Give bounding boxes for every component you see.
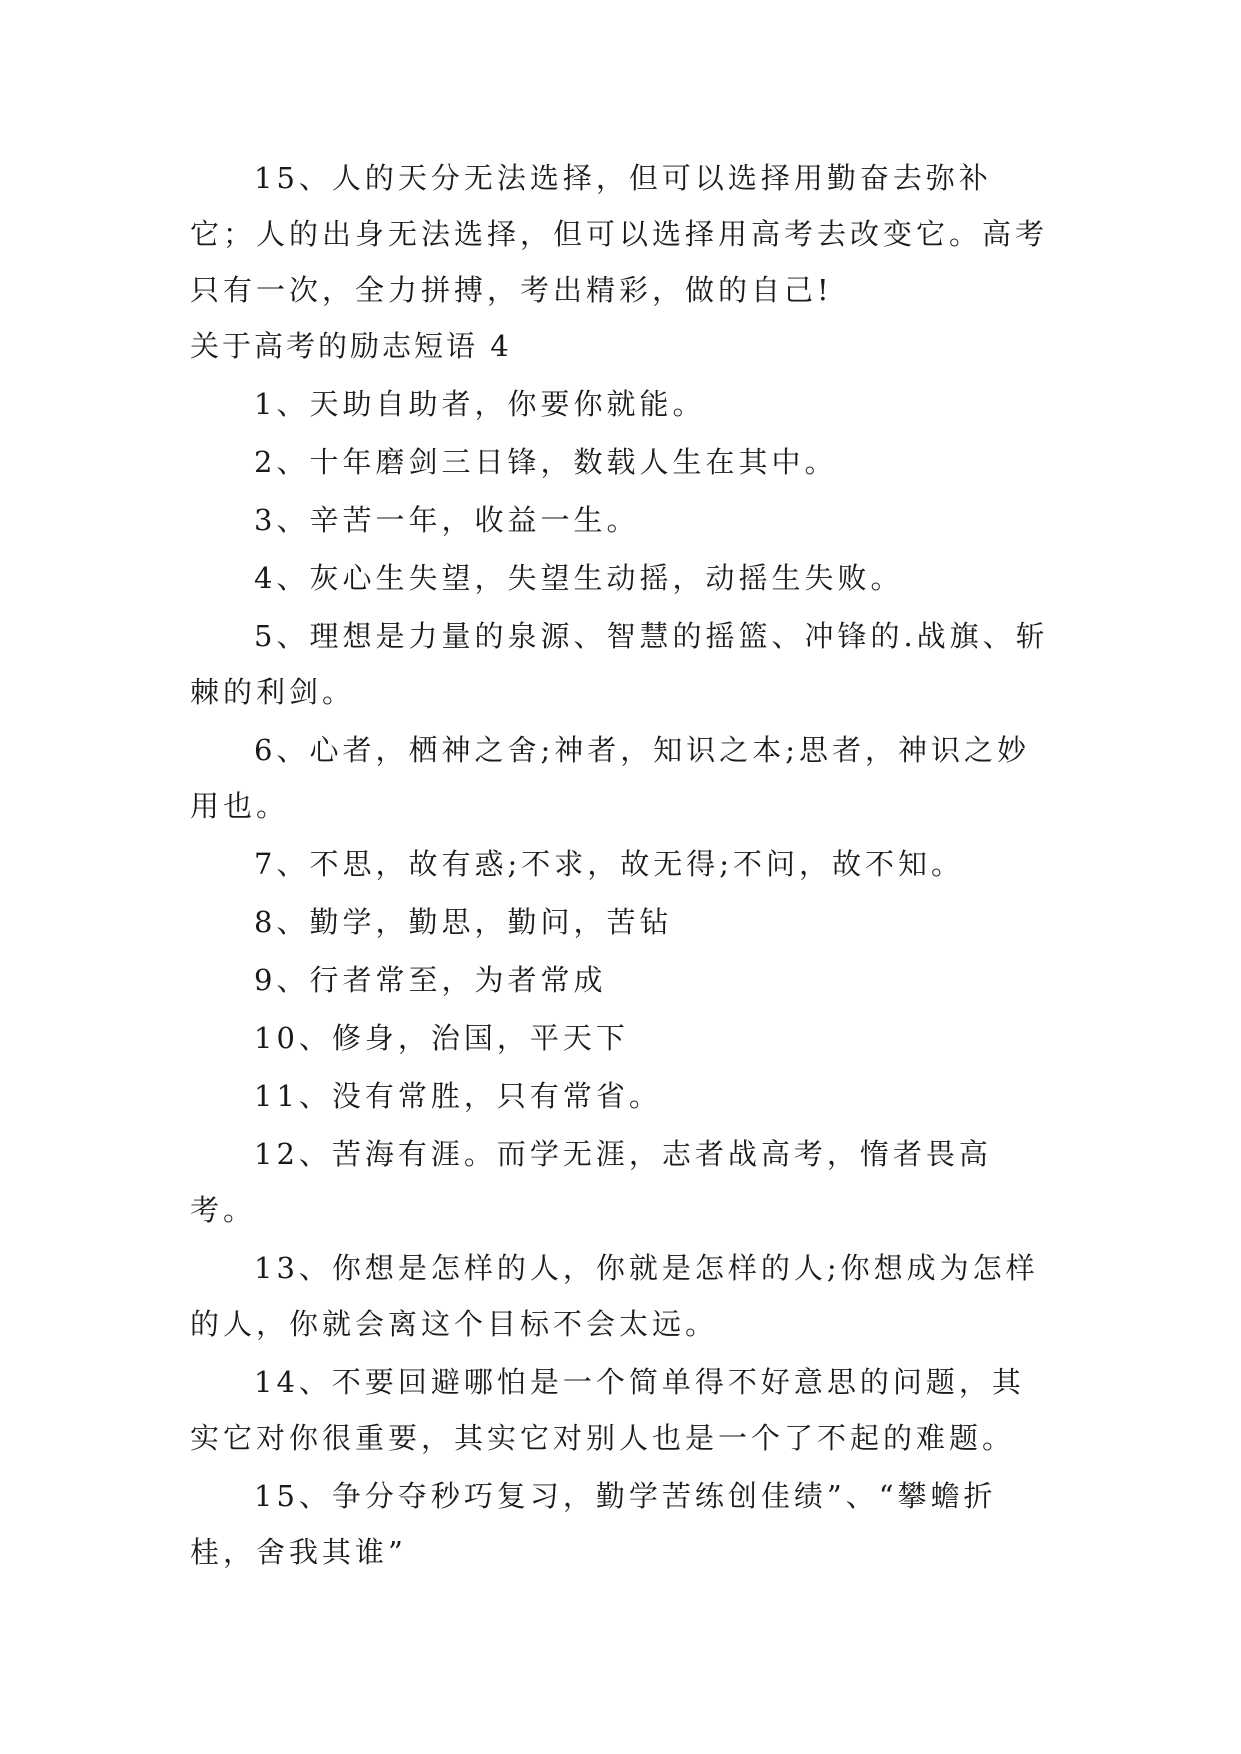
list-item: 2、十年磨剑三日锋，数载人生在其中。 bbox=[254, 445, 838, 479]
list-item: 15、争分夺秒巧复习，勤学苦练创佳绩”、“攀蟾折桂，舍我其谁” bbox=[190, 1479, 997, 1569]
list-item: 6、心者，栖神之舍;神者，知识之本;思者，神识之妙用也。 bbox=[190, 733, 1030, 823]
list-item: 10、修身，治国，平天下 bbox=[254, 1021, 629, 1055]
list-item: 13、你想是怎样的人，你就是怎样的人;你想成为怎样的人，你就会离这个目标不会太远。 bbox=[190, 1251, 1039, 1341]
list-item: 12、苦海有涯。而学无涯，志者战高考，惰者畏高考。 bbox=[190, 1137, 992, 1227]
list-item: 5、理想是力量的泉源、智慧的摇篮、冲锋的.战旗、斩棘的利剑。 bbox=[190, 619, 1049, 709]
list-item: 14、不要回避哪怕是一个简单得不好意思的问题，其实它对你很重要，其实它对别人也是一个了不起的难题。 bbox=[190, 1365, 1025, 1455]
paragraph-intro: 15、人的天分无法选择，但可以选择用勤奋去弥补它；人的出身无法选择，但可以选择用高考去改变它。高考只有一次，全力拼搏，考出精彩，做的自己! bbox=[190, 161, 1049, 307]
list-item: 4、灰心生失望，失望生动摇，动摇生失败。 bbox=[254, 561, 904, 595]
list-item: 9、行者常至，为者常成 bbox=[254, 963, 607, 997]
list-item: 11、没有常胜，只有常省。 bbox=[254, 1079, 662, 1113]
list-item: 8、勤学，勤思，勤问，苦钻 bbox=[254, 905, 673, 939]
list-item: 3、辛苦一年，收益一生。 bbox=[254, 503, 640, 537]
section-heading: 关于高考的励志短语 4 bbox=[190, 329, 512, 363]
document-body bbox=[190, 150, 1050, 1580]
list-item: 1、天助自助者，你要你就能。 bbox=[254, 387, 706, 421]
list-item: 7、不思，故有惑;不求，故无得;不问，故不知。 bbox=[254, 847, 964, 881]
